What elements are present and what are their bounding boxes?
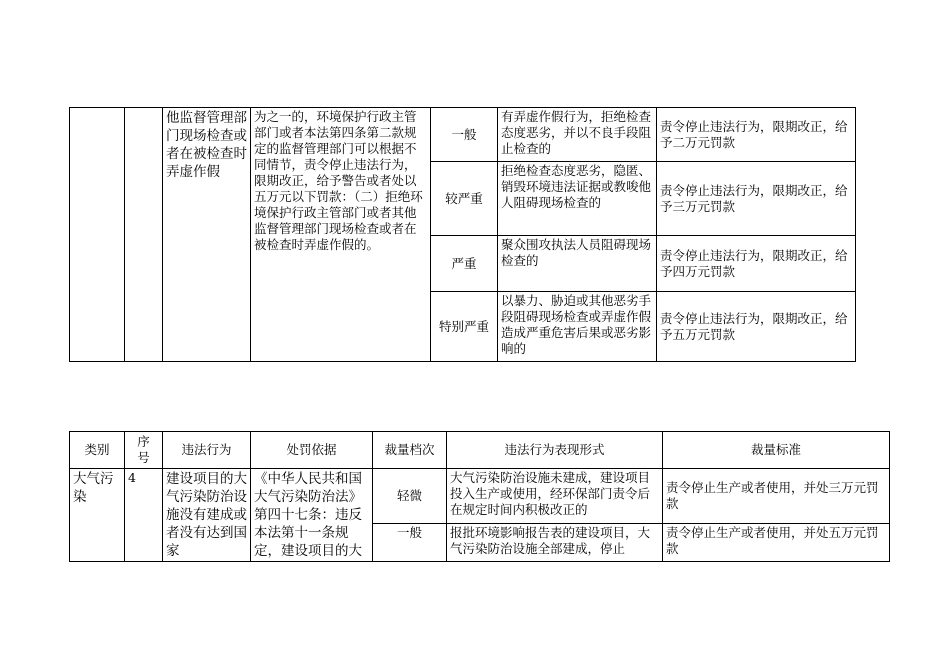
level-cell: 严重 bbox=[431, 236, 498, 292]
header-number: 序号 bbox=[125, 432, 163, 469]
level-cell: 一般 bbox=[373, 523, 447, 561]
violation-cell: 他监督管理部门现场检查或者在被检查时弄虚作假 bbox=[163, 108, 251, 362]
number-cell bbox=[125, 108, 163, 362]
form-cell: 聚众围攻执法人员阻碍现场检查的 bbox=[498, 236, 657, 292]
standard-cell: 责令停止生产或者使用，并处三万元罚款 bbox=[663, 469, 890, 524]
standard-cell: 责令停止违法行为，限期改正，给予二万元罚款 bbox=[657, 108, 856, 162]
header-level: 裁量档次 bbox=[373, 432, 447, 469]
header-category: 类别 bbox=[70, 432, 125, 469]
form-cell: 大气污染防治设施未建成，建设项目投入生产或使用，经环保部门责令后在规定时间内积极改正的 bbox=[447, 469, 663, 524]
standard-cell: 责令停止违法行为，限期改正，给予五万元罚款 bbox=[657, 292, 856, 362]
header-violation: 违法行为 bbox=[163, 432, 251, 469]
header-form: 违法行为表现形式 bbox=[447, 432, 663, 469]
air-pollution-penalty-table bbox=[69, 431, 890, 562]
form-cell: 报批环境影响报告表的建设项目，大气污染防治设施全部建成，停止 bbox=[447, 523, 663, 561]
number-cell: 4 bbox=[125, 469, 163, 562]
standard-cell: 责令停止违法行为，限期改正，给予四万元罚款 bbox=[657, 236, 856, 292]
level-cell: 一般 bbox=[431, 108, 498, 162]
header-basis: 处罚依据 bbox=[251, 432, 373, 469]
basis-cell: 为之一的，环境保护行政主管部门或者本法第四条第二款规定的监督管理部门可以根据不同情节，责令停止违法行为，限期改正，给予警告或者处以五万元以下罚款：（二）拒绝环境保护行政主管部门或者其他监督管理部门现场检查或者在被检查时弄虚作假的。 bbox=[251, 108, 431, 362]
category-cell bbox=[70, 108, 125, 362]
violation-cell: 建设项目的大气污染防治设施没有建成或者没有达到国家 bbox=[163, 469, 251, 562]
standard-cell: 责令停止生产或者使用，并处五万元罚款 bbox=[663, 523, 890, 561]
form-cell: 有弄虚作假行为，拒绝检查态度恶劣，并以不良手段阻止检查的 bbox=[498, 108, 657, 162]
header-standard: 裁量标准 bbox=[663, 432, 890, 469]
level-cell: 特别严重 bbox=[431, 292, 498, 362]
penalty-table-continued bbox=[69, 107, 856, 362]
table-row bbox=[70, 469, 890, 524]
category-cell: 大气污染 bbox=[70, 469, 125, 562]
form-cell: 拒绝检查态度恶劣，隐匿、销毁环境违法证据或教唆他人阻碍现场检查的 bbox=[498, 162, 657, 236]
header-row bbox=[70, 432, 890, 469]
form-cell: 以暴力、胁迫或其他恶劣手段阻碍现场检查或弄虚作假造成严重危害后果或恶劣影响的 bbox=[498, 292, 657, 362]
level-cell: 轻微 bbox=[373, 469, 447, 524]
level-cell: 较严重 bbox=[431, 162, 498, 236]
standard-cell: 责令停止违法行为，限期改正，给予三万元罚款 bbox=[657, 162, 856, 236]
table-row bbox=[70, 108, 856, 162]
basis-cell: 《中华人民共和国大气污染防治法》第四十七条：违反本法第十一条规定，建设项目的大 bbox=[251, 469, 373, 562]
